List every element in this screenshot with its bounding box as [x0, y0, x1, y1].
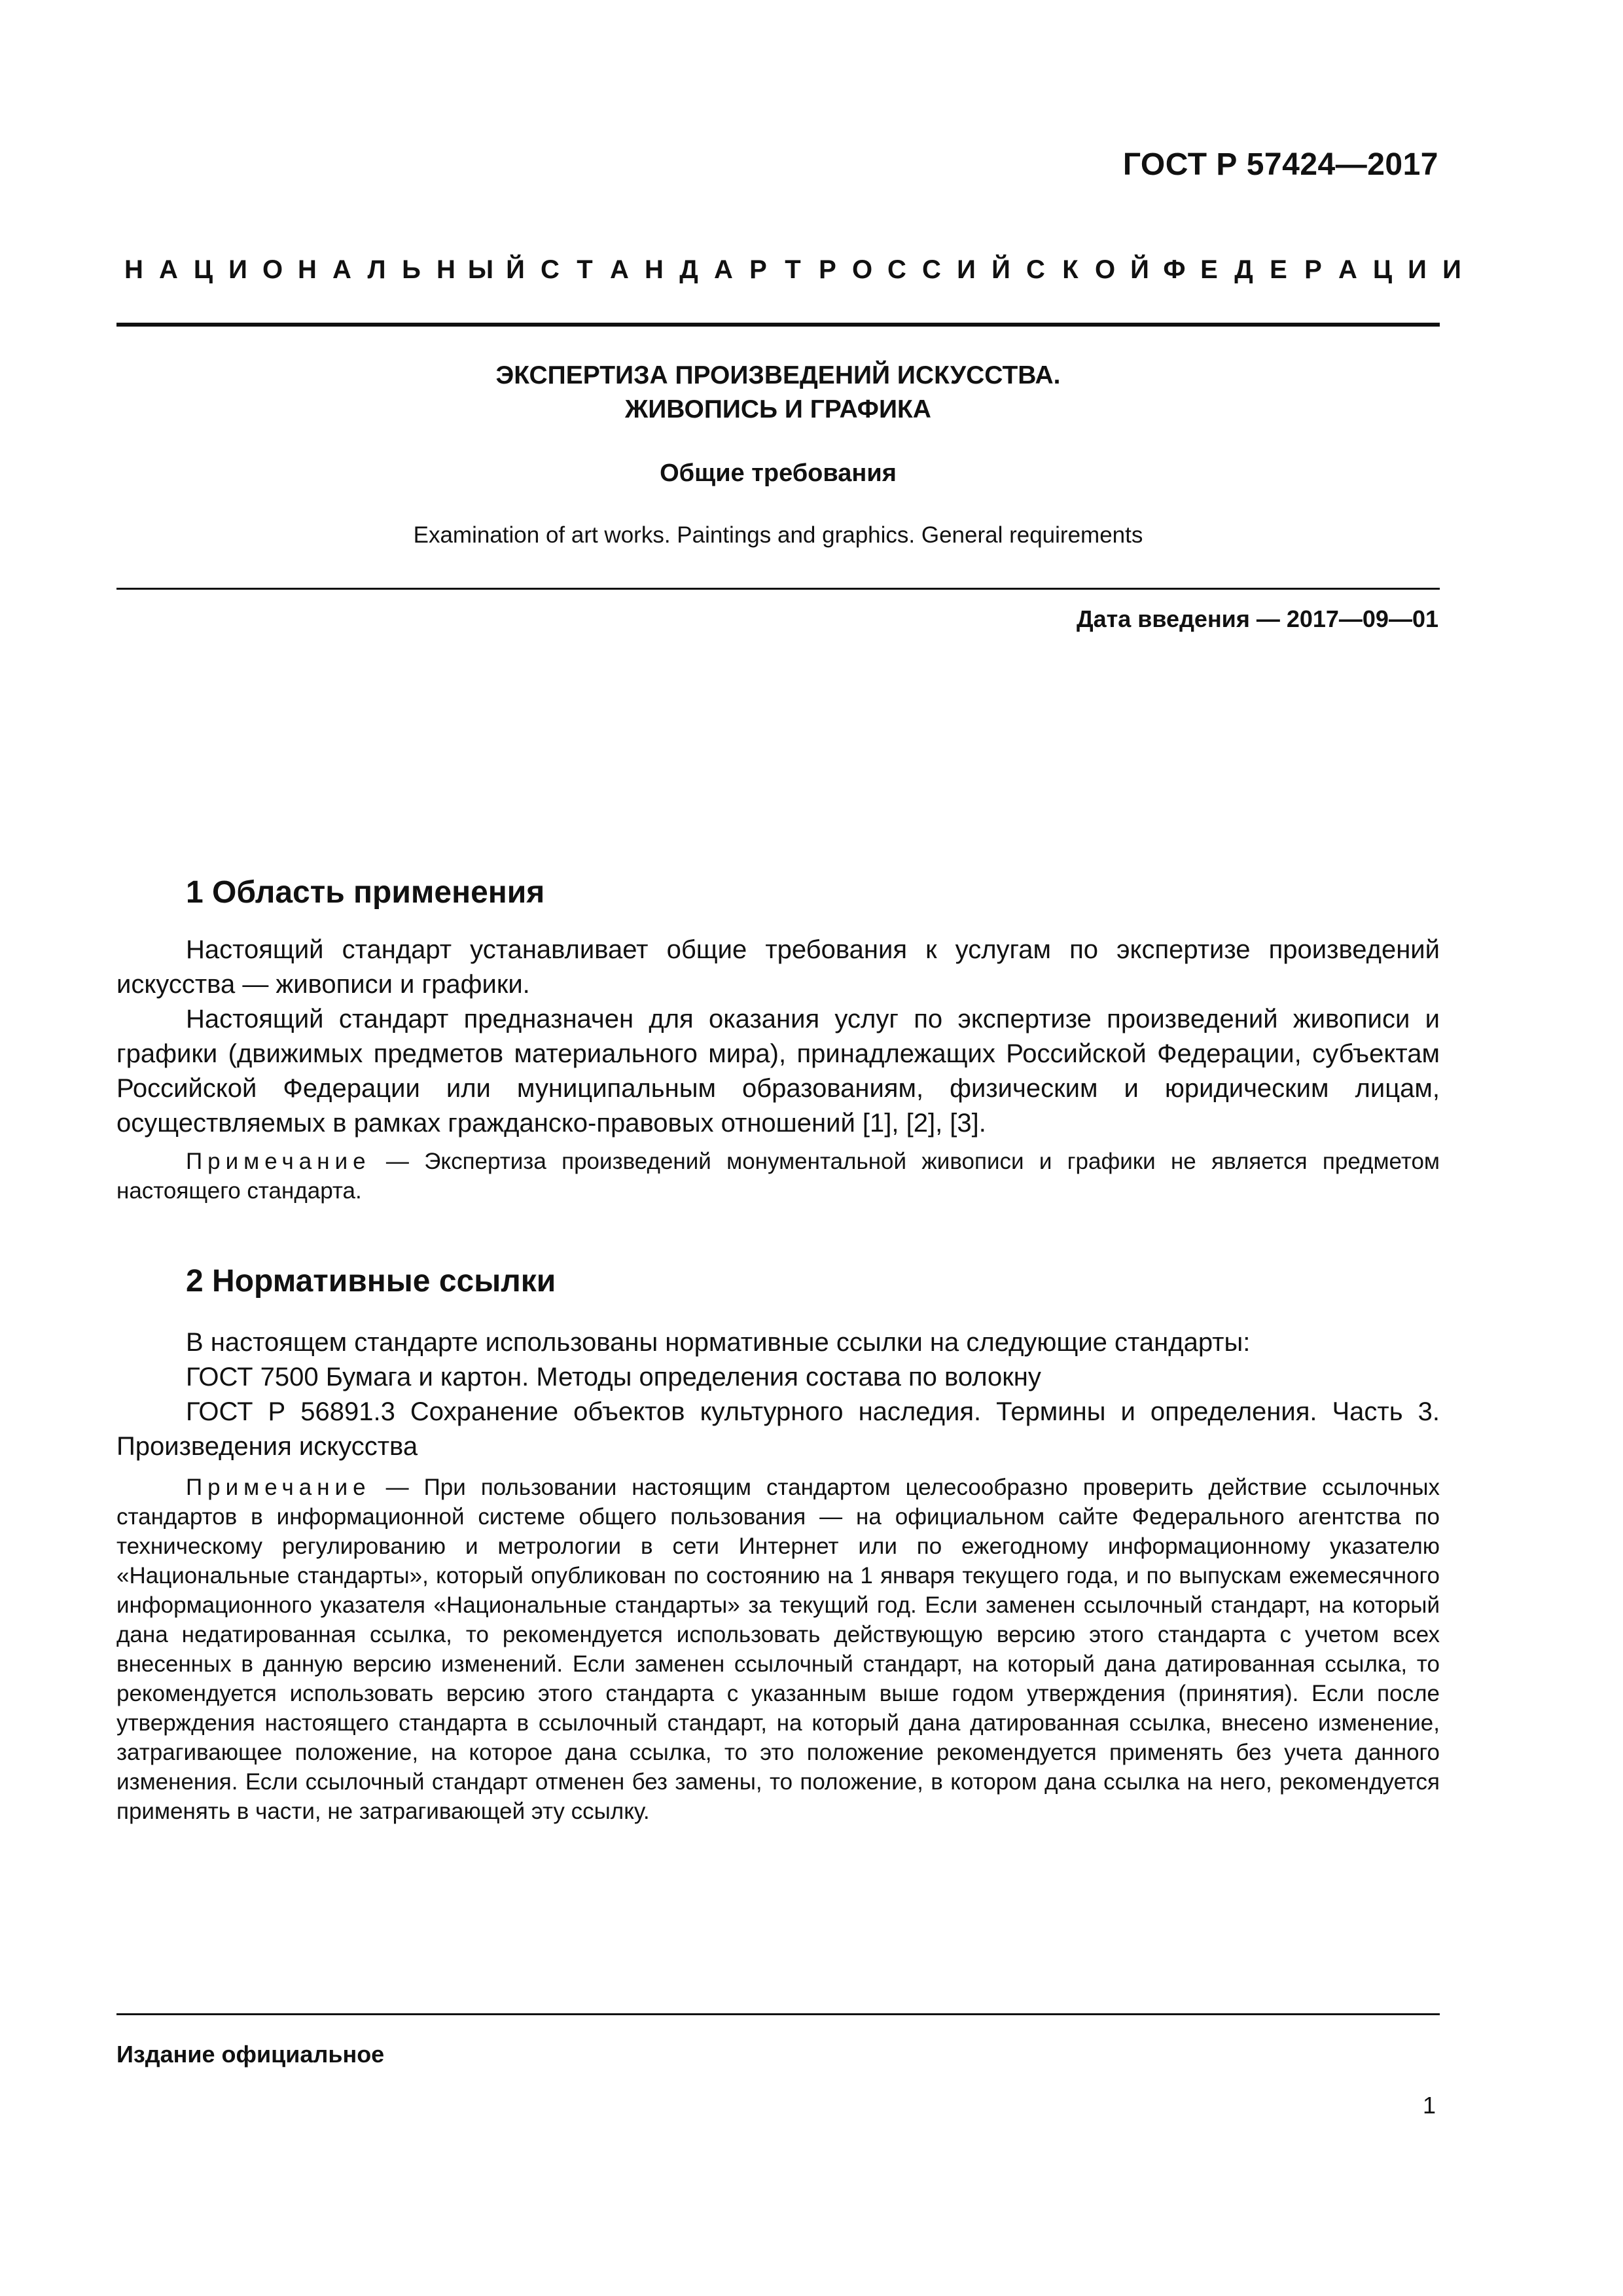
banner-letter: Т [785, 255, 801, 284]
banner-word-4 [1157, 255, 1469, 285]
document-subtitle: Общие требования [660, 459, 897, 487]
english-title: Examination of art works. Paintings and graphics. General requirements [413, 522, 1143, 548]
banner-letter: Ы [467, 255, 494, 284]
header-divider [116, 323, 1440, 327]
banner-letter: К [1062, 255, 1079, 284]
banner-letter: Й [991, 255, 1010, 284]
page-number: 1 [1422, 2092, 1436, 2119]
banner-letter: И [957, 255, 976, 284]
banner-letter: И [1442, 255, 1461, 284]
section-2-body [116, 1325, 1440, 1464]
note-text: — При пользовании настоящим стандартом целесообразно проверить действие ссылочных стандартов в информационной системе общего пользования — на официальном сайте Федерального агентства по техническому регулированию и метрологии в сети Интернет или по ежегодному информационному указателю «Национальные стандарты», который опубликован по состоянию на 1 января текущего года, и по выпускам ежемесячного информационного указателя «Национальные стандарты» за текущий год. Если заменен ссылочный стандарт, на который дана недатированная ссылка, то рекомендуется использовать действующую версию этого стандарта с учетом всех внесенных в данную версию изменений. Если заменен ссылочный стандарт, на который дана датированная ссылка, то рекомендуется использовать версию этого стандарта с указанным выше годом утверждения (принятия). Если после утверждения настоящего стандарта в ссылочный стандарт, на который дана датированная ссылка, внесено изменение, затрагивающее положение, на которое дана ссылка, то это положение рекомендуется применять без учета данного изменения. Если ссылочный стандарт отменен без замены, то положение, в котором дана ссылка на него, рекомендуется применять в части, не затрагивающей эту ссылку. [116, 1475, 1440, 1824]
banner-letter: Н [645, 255, 664, 284]
section-2-paragraph: ГОСТ Р 56891.3 Сохранение объектов культурного наследия. Термины и определения. Часть 3. Произведения искусства [116, 1397, 1440, 1461]
banner-letter: Ц [1372, 255, 1393, 284]
banner-letter: А [1338, 255, 1357, 284]
banner-letter: Н [124, 255, 143, 284]
gost-number: ГОСТ Р 57424—2017 [1122, 147, 1438, 182]
banner-letter: О [262, 255, 283, 284]
section-2-paragraph: В настоящем стандарте использованы нормативные ссылки на следующие стандарты: [186, 1328, 1251, 1357]
banner-letter: С [1026, 255, 1045, 284]
banner-letter: Й [1130, 255, 1149, 284]
banner-letter: А [159, 255, 178, 284]
banner-letter: Р [819, 255, 836, 284]
banner-letter: Р [1304, 255, 1322, 284]
banner-letter: С [541, 255, 560, 284]
banner-letter: Е [1270, 255, 1287, 284]
banner-letter: С [887, 255, 906, 284]
section-1-heading: 1 Область применения [186, 875, 545, 910]
banner-letter: Н [298, 255, 317, 284]
banner-letter: О [1094, 255, 1116, 284]
note-label: Примечание [186, 1149, 371, 1174]
banner-letter: С [922, 255, 941, 284]
banner-letter: Ь [402, 255, 421, 284]
banner-letter: Д [679, 255, 698, 284]
banner-letter: Л [367, 255, 386, 284]
banner-letter: И [1408, 255, 1427, 284]
banner-letter: Р [749, 255, 767, 284]
banner-letter: А [610, 255, 629, 284]
national-standard-banner [116, 255, 1461, 285]
banner-word-3 [810, 255, 1157, 285]
title-line-2: ЖИВОПИСЬ И ГРАФИКА [625, 395, 931, 423]
official-edition: Издание официальное [116, 2041, 385, 2068]
banner-word-1 [116, 255, 533, 285]
banner-letter: О [851, 255, 873, 284]
document-title [116, 359, 1440, 427]
banner-letter: Д [1234, 255, 1253, 284]
section-1-note [116, 1147, 1440, 1206]
note-label: Примечание [186, 1475, 371, 1500]
banner-letter: А [332, 255, 351, 284]
note-paragraph [116, 1147, 1440, 1206]
section-1-paragraph: Настоящий стандарт устанавливает общие требования к услугам по экспертизе произведений искусства — живописи и графики. [116, 935, 1440, 999]
banner-letter: Е [1200, 255, 1218, 284]
banner-letter: И [228, 255, 247, 284]
section-2-paragraph: ГОСТ 7500 Бумага и картон. Методы определения состава по волокну [186, 1363, 1041, 1391]
footer-divider [116, 2013, 1440, 2015]
section-1-paragraph: Настоящий стандарт предназначен для оказания услуг по экспертизе произведений живописи и графики (движимых предметов материального мира), принадлежащих Российской Федерации, субъектам Российской Федерации или муниципальным образованиям, физическим и юридическим лицам, осуществляемых в рамках гражданско-правовых отношений [1], [2], [3]. [116, 1005, 1440, 1138]
banner-letter: А [714, 255, 733, 284]
section-1-body [116, 933, 1440, 1141]
banner-letter: Й [506, 255, 525, 284]
title-divider [116, 588, 1440, 590]
note-text: — Экспертиза произведений монументальной живописи и графики не является предметом настоящего стандарта. [116, 1149, 1440, 1204]
note-paragraph [116, 1473, 1440, 1826]
title-line-1: ЭКСПЕРТИЗА ПРОИЗВЕДЕНИЙ ИСКУССТВА. [495, 361, 1061, 389]
banner-letter: Ф [1163, 255, 1186, 284]
banner-letter: Н [437, 255, 455, 284]
banner-letter: Т [577, 255, 593, 284]
banner-word-2 [533, 255, 810, 285]
introduction-date: Дата введения — 2017—09—01 [1076, 605, 1438, 632]
section-2-note [116, 1473, 1440, 1826]
banner-letter: Ц [193, 255, 213, 284]
section-2-heading: 2 Нормативные ссылки [186, 1264, 556, 1299]
